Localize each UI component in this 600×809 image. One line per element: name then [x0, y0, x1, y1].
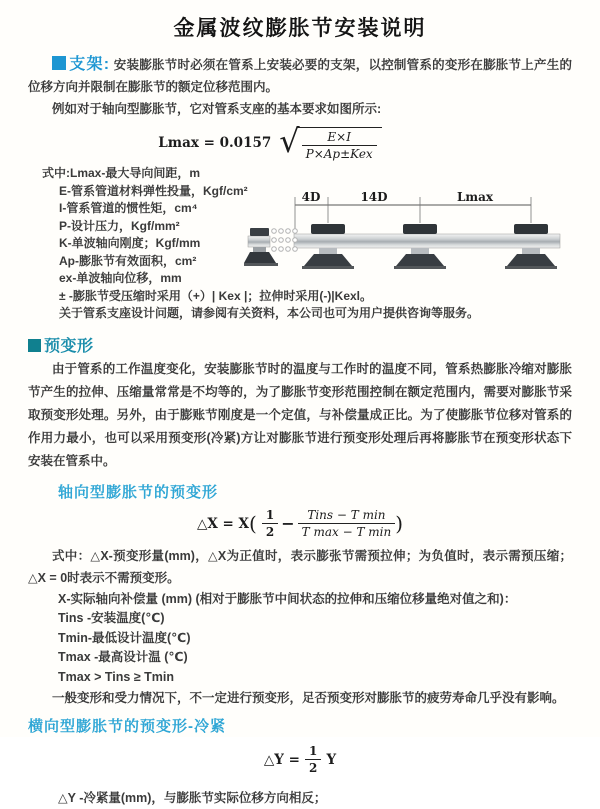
definition-item: Tmin-最低设计温度(℃) — [58, 630, 191, 645]
minus-operator: − — [281, 513, 295, 533]
section-square-icon — [28, 339, 41, 352]
definition-item: Ap-膨胀节有效面积，cm² — [59, 253, 197, 268]
definition-item: 关于管系支座设计问题，请参阅有关资料，本公司也可为用户提供咨询等服务。 — [59, 306, 480, 320]
dimension-label-14d: 14D — [360, 190, 388, 204]
definition-item: P-设计压力，Kgf/mm² — [59, 218, 180, 233]
half-num: 1 — [305, 744, 321, 760]
lateral-explanation: △Y -冷紧量(mm)，与膨胀节实际位移方向相反； — [58, 791, 327, 805]
half-den: 2 — [309, 761, 318, 775]
lmax-fraction — [302, 130, 377, 161]
radical-sign: √ — [279, 122, 300, 160]
support-intro-paragraph — [28, 54, 572, 98]
definition-item: Tmax > Tins ≥ Tmin — [58, 669, 175, 684]
lateral-formula-lhs: △Y = — [263, 752, 300, 768]
radical-group — [279, 124, 381, 161]
definition-item: ex-单波轴向位移，mm — [59, 271, 182, 285]
predeform-section-label: 预变形 — [44, 337, 94, 355]
lmax-formula-lhs: Lmax = 0.0157 — [158, 135, 272, 151]
temp-frac-num: Tins − T min — [298, 508, 396, 524]
temp-fraction — [298, 508, 396, 539]
pipe-support-diagram — [248, 190, 596, 286]
temp-frac-den: T max − T min — [301, 524, 392, 539]
half-num: 1 — [262, 508, 278, 524]
support-example-text: 例如对于轴向型膨胀节，它对管系支座的基本要求如图所示: — [52, 102, 382, 116]
lmax-formula — [28, 124, 512, 161]
definition-item: I-管系管道的惯性矩，cm⁴ — [59, 201, 198, 215]
axial-formula-lhs: △X = X — [196, 515, 249, 532]
predeform-body-text: 由于管系的工作温度变化，安装膨胀节时的温度与工作时的温度不同，管系热膨胀冷缩对膨胀节产生的拉伸、压缩量常常是不均等的，为了膨胀节变形范围控制在额定范围内，需要对膨胀节采取预变形处理。另外，由于膨账节刚度是一个定值，与补偿量成正比。为了使膨胀节位移对管系的作用力最小，也可以采用预变形(冷紧)方让对膨胀节进行预变形处理后再将膨胀节在预变形状态下安装在管系中。 — [28, 361, 572, 468]
definition-item: Tmax -最高设计温 (℃) — [58, 650, 188, 664]
axial-formula — [28, 508, 572, 539]
predeform-section-header — [28, 333, 572, 356]
definition-item: X-实际轴向补偿量 (mm) (相对于膨胀节中间状态的拉伸和压缩位移量绝对值之和)： — [58, 591, 517, 606]
half-fraction — [262, 508, 278, 539]
dimension-label-lmax: Lmax — [456, 190, 494, 204]
definition-item: E-管系管道材料弹性投量，Kgf/cm² — [59, 183, 248, 198]
dimension-label-4d: 4D — [301, 190, 321, 204]
lateral-subheading: 横向型膨胀节的预变形-冷紧 — [28, 718, 226, 735]
lmax-frac-denominator: P×Ap±Kex — [305, 147, 373, 161]
page-title: 金属波纹膨胀节安装说明 — [173, 17, 427, 40]
support-intro-text: 安装膨胀节时必须在管系上安装必要的支架，以控制管系的变形在膨胀节上产生的位移方向并限制在膨胀节的额定位移范围内。 — [28, 58, 572, 94]
axial-note: 一般变形和受力情况下，不一定进行预变形，足否预变形对膨胀节的疲劳寿命几乎没有影响。 — [52, 691, 565, 705]
close-paren: ) — [395, 511, 404, 535]
bellows-icon — [272, 229, 298, 252]
pipe-stub — [248, 236, 270, 247]
open-paren: ( — [248, 511, 257, 535]
axial-definitions-list — [58, 590, 572, 688]
definition-item: Tins -安装温度(℃) — [58, 611, 165, 625]
half-fraction — [305, 744, 321, 775]
lmax-frac-numerator: E×I — [302, 130, 377, 146]
half-den: 2 — [265, 524, 275, 539]
axial-explanation: 式中：△X-预变形量(mm)，△X为正值时，表示膨张节需预拉伸；为负值时，表示需预压缩；△X = 0时表示不需预变形。 — [28, 548, 572, 585]
definition-item: 式中:Lmax-最大导向间距，m — [42, 166, 201, 180]
lateral-formula-rhs: Y — [326, 752, 337, 768]
support-section-label: 支架: — [69, 56, 111, 73]
definition-item: ± -膨胀节受压缩时采用（+）| Kex |；拉伸时采用(-)|Kexl。 — [59, 288, 373, 303]
definition-item: K-单波轴向刚度；Kgf/mm — [59, 236, 201, 250]
radicand — [297, 127, 382, 161]
lateral-formula — [28, 744, 572, 775]
section-square-icon — [52, 56, 66, 70]
pipe — [294, 234, 560, 248]
axial-subheading: 轴向型膨胀节的预变形 — [58, 483, 219, 501]
